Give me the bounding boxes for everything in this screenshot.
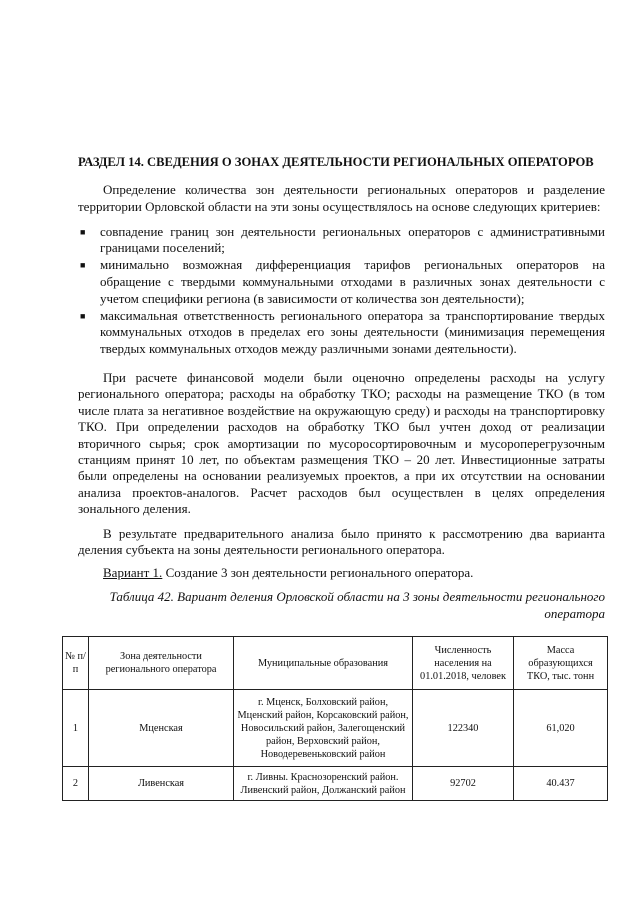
header-cell: Зона деятельности регионального оператора <box>89 637 234 690</box>
bullet-icon: ■ <box>80 226 86 237</box>
table-cell: 61,020 <box>514 690 608 767</box>
table-row <box>63 690 608 767</box>
criteria-text: максимальная ответственность регионального оператора за транспортирование твердых коммунальных отходов в пределах его зоны деятельности (минимизация перемещения твердых коммунальных отходов между различными зонами деятельности). <box>100 307 605 357</box>
criteria-list <box>78 224 605 358</box>
table-cell: г. Ливны. Краснозоренский район. Ливенский район, Должанский район <box>234 767 413 801</box>
criteria-item <box>78 308 605 358</box>
table-cell: 92702 <box>413 767 514 801</box>
variant-text: Создание 3 зон деятельности регионального оператора. <box>162 565 474 581</box>
finance-paragraph: При расчете финансовой модели были оценочно определены расходы на услугу регионального оператора; расходы на обработку ТКО; расходы на размещение ТКО (в том числе плата за негативное воздействие на окружающую среду) и расходы на транспортировку ТКО. При определении расходов на обработку ТКО был учтен доход от реализации вторичного сырья; срок амортизации по мусоросортировочным и мусороперегрузочным станциям принят 10 лет, по объектам размещения ТКО – 20 лет. Инвестиционные затраты были определены на основании реализуемых проектов, а при их отсутствии на основании анализа проектов-аналогов. Расчет расходов был осуществлен в целях определения зонального деления. <box>78 369 605 517</box>
analysis-paragraph: В результате предварительного анализа было принято к рассмотрению два варианта деления субъекта на зоны деятельности регионального оператора. <box>78 525 605 558</box>
table-cell: Мценская <box>89 690 234 767</box>
header-cell: Масса образующихся ТКО, тыс. тонн <box>514 637 608 690</box>
criteria-item <box>78 257 605 307</box>
criteria-text: минимально возможная дифференциация тарифов региональных операторов на обращение с твердыми коммунальными отходами в различных зонах деятельности с учетом специфики региона (в зависимости от количества зон деятельности); <box>100 257 605 306</box>
table-cell: 122340 <box>413 690 514 767</box>
document-page <box>62 154 607 841</box>
table-cell: Ливенская <box>89 767 234 801</box>
table-caption: Таблица 42. Вариант деления Орловской области на 3 зоны деятельности регионального оператора <box>109 589 605 622</box>
table-cell: 40.437 <box>514 767 608 801</box>
table-cell: г. Мценск, Болховский район, Мценский район, Корсаковский район, Новосильский район, Залегощенский район, Верховский район, Новодеревеньковский район <box>234 690 413 767</box>
header-cell: Численность населения на 01.01.2018, человек <box>413 637 514 690</box>
section-heading: РАЗДЕЛ 14. СВЕДЕНИЯ О ЗОНАХ ДЕЯТЕЛЬНОСТИ РЕГИОНАЛЬНЫХ ОПЕРАТОРОВ <box>78 155 594 169</box>
table-header-row <box>63 637 608 690</box>
header-cell: № п/п <box>63 637 89 690</box>
zones-table <box>62 636 608 801</box>
table-cell: 2 <box>63 767 89 801</box>
table-cell: 1 <box>63 690 89 767</box>
variant-line <box>78 565 605 582</box>
bullet-icon: ■ <box>80 260 86 271</box>
criteria-text: совпадение границ зон деятельности региональных операторов с административными границами поселений; <box>100 223 605 256</box>
bullet-icon: ■ <box>80 310 86 321</box>
header-cell: Муниципальные образования <box>234 637 413 690</box>
intro-paragraph: Определение количества зон деятельности региональных операторов и разделение территории Орловской области на эти зоны осуществлялось на основе следующих критериев: <box>78 182 605 214</box>
criteria-item <box>78 224 605 258</box>
variant-label: Вариант 1. <box>103 565 163 581</box>
table-row <box>63 767 608 801</box>
